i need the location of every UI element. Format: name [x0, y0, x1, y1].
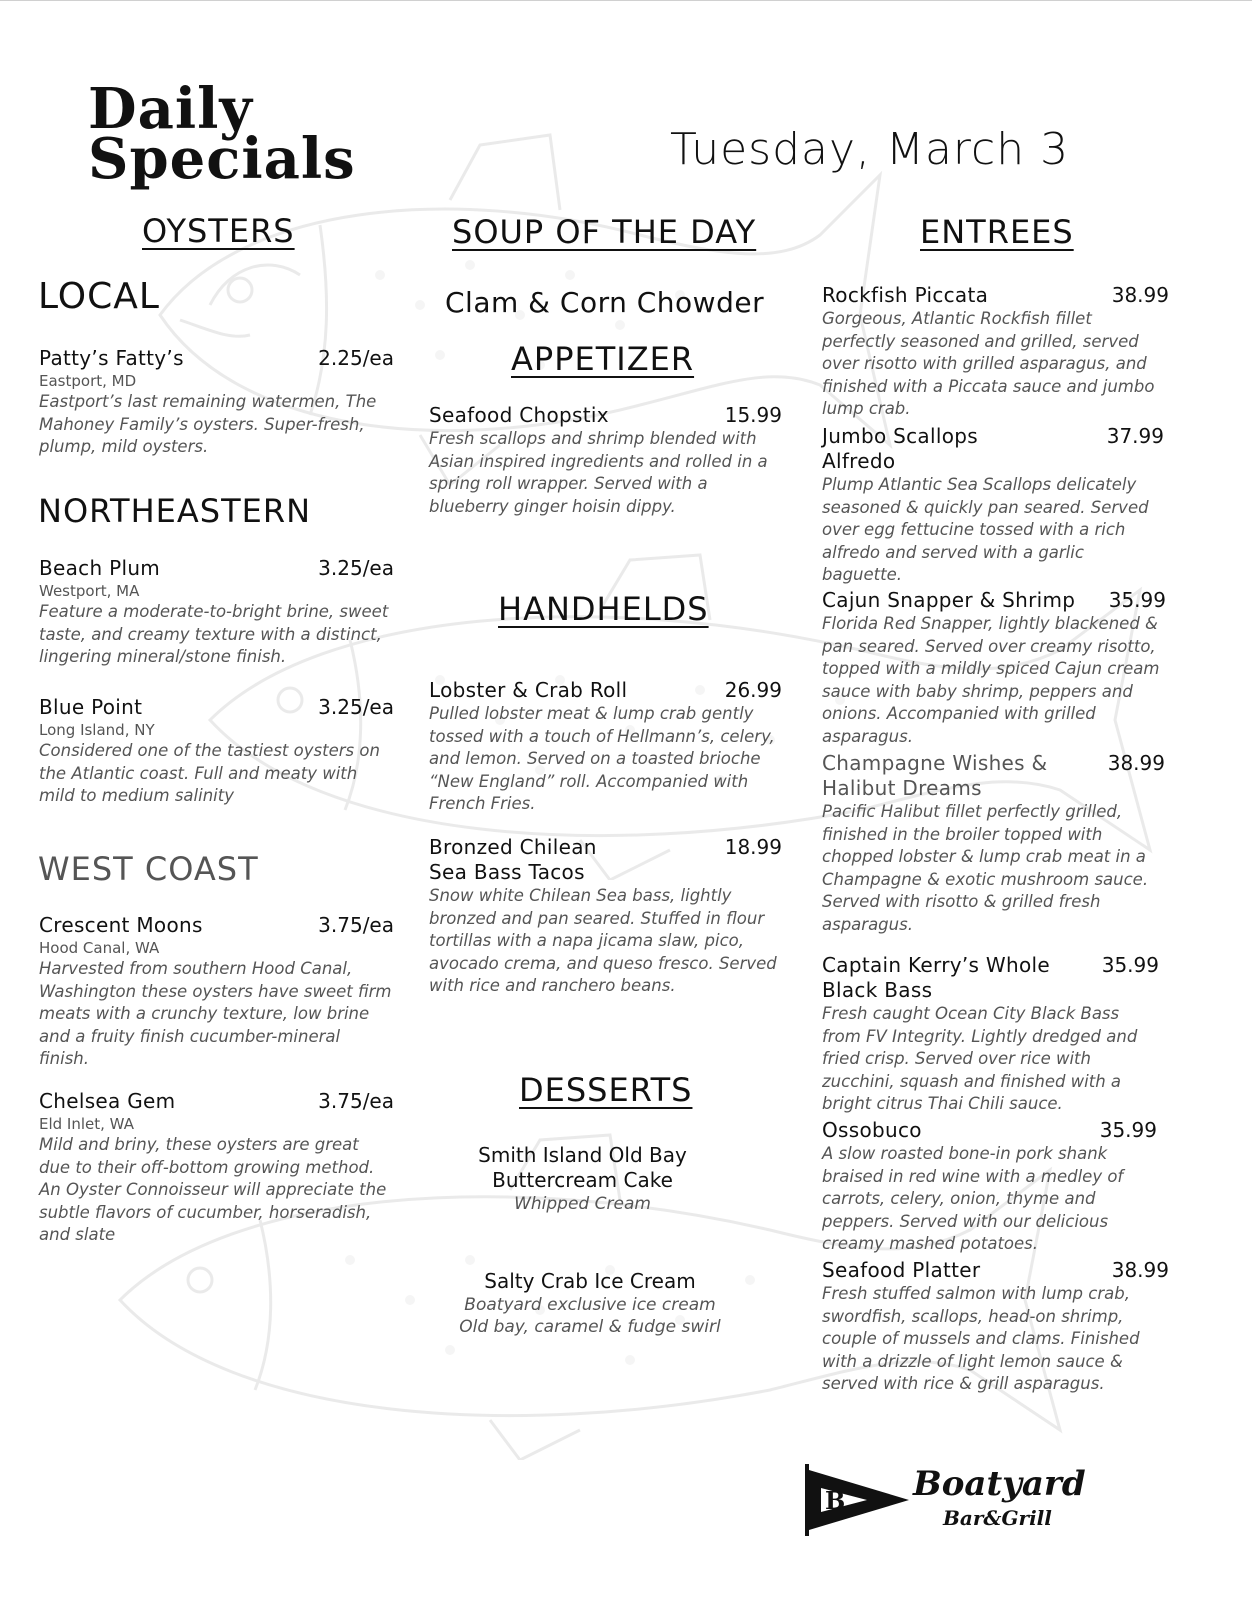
- item-origin: Eastport, MD: [39, 372, 137, 390]
- dessert-item-buttercream-cake: [440, 1143, 725, 1215]
- item-name: Champagne Wishes & Halibut Dreams: [822, 751, 1048, 800]
- item-description: A slow roasted bone-in pork shank braised in red wine with a medley of carrots, celery, onion, thyme and peppers. Served with our delicious creamy mashed potatoes.: [822, 1144, 1124, 1253]
- item-price: 3.25/ea: [318, 695, 394, 719]
- item-name: Captain Kerry’s Whole Black Bass: [822, 953, 1050, 1002]
- menu-item-seafood-platter: [822, 1258, 1169, 1396]
- item-price: 38.99: [1111, 283, 1169, 307]
- item-price: 3.25/ea: [318, 556, 394, 580]
- top-border: [0, 0, 1252, 1]
- item-price: 2.25/ea: [318, 346, 394, 370]
- item-description: Eastport’s last remaining watermen, The Mahoney Family’s oysters. Super-fresh, plump, mild oysters.: [39, 392, 377, 456]
- item-name: Jumbo Scallops Alfredo: [822, 424, 978, 473]
- item-name: Lobster & Crab Roll: [429, 678, 628, 702]
- soup-of-the-day-name: Clam & Corn Chowder: [445, 286, 765, 319]
- entrees-heading: ENTREES: [920, 213, 1074, 251]
- item-origin: Long Island, NY: [39, 721, 155, 739]
- dessert-name: Smith Island Old Bay Buttercream Cake: [478, 1143, 687, 1192]
- item-description: Plump Atlantic Sea Scallops delicately seasoned & quickly pan seared. Served over egg fettucine tossed with a rich alfredo and served with a garlic baguette.: [822, 475, 1149, 584]
- menu-item-jumbo-scallops: [822, 424, 1164, 587]
- menu-item-halibut: [822, 751, 1165, 936]
- menu-item-seafood-chopstix: [429, 403, 782, 518]
- item-description: Considered one of the tastiest oysters on the Atlantic coast. Full and meaty with mild to medium salinity: [39, 741, 380, 805]
- menu-item-rockfish-piccata: [822, 283, 1169, 421]
- item-name: Beach Plum: [39, 556, 161, 580]
- menu-item-cajun-snapper: [822, 588, 1166, 748]
- menu-item-crescent-moons: [39, 913, 394, 1071]
- appetizer-heading: APPETIZER: [511, 340, 695, 378]
- oysters-local-label: LOCAL: [38, 276, 160, 317]
- item-price: 26.99: [724, 678, 782, 702]
- menu-item-pattys-fattys: [39, 346, 394, 459]
- handhelds-heading: HANDHELDS: [498, 590, 709, 628]
- item-description: Pulled lobster meat & lump crab gently tossed with a touch of Hellmann’s, celery, and lemon. Served on a toasted brioche “New England” roll. Accompanied with French Fries.: [429, 704, 775, 813]
- item-price: 35.99: [1108, 588, 1166, 612]
- menu-item-beach-plum: [39, 556, 394, 669]
- logo-subtitle: Bar&Grill: [943, 1506, 1052, 1530]
- item-description: Fresh stuffed salmon with lump crab, swordfish, scallops, head-on shrimp, couple of mussels and clams. Finished with a drizzle of light lemon sauce & served with rice & grill asparagus.: [822, 1284, 1140, 1393]
- item-description: Snow white Chilean Sea bass, lightly bronzed and pan seared. Stuffed in flour tortillas with a napa jicama slaw, pico, avocado crema, and queso fresco. Served with rice and ranchero beans.: [429, 886, 777, 995]
- item-name: Chelsea Gem: [39, 1089, 176, 1113]
- boatyard-logo: [805, 1462, 1125, 1542]
- item-name: Seafood Platter: [822, 1258, 981, 1282]
- item-origin: Hood Canal, WA: [39, 939, 160, 957]
- item-name: Rockfish Piccata: [822, 283, 989, 307]
- item-price: 18.99: [724, 835, 782, 859]
- item-price: 35.99: [1101, 953, 1159, 977]
- soup-heading: SOUP OF THE DAY: [452, 213, 757, 251]
- item-price: 37.99: [1106, 424, 1164, 448]
- item-name: Ossobuco: [822, 1118, 922, 1142]
- item-description: Florida Red Snapper, lightly blackened & pan seared. Served over creamy risotto, topped with a mildly spiced Cajun cream sauce with baby shrimp, peppers and onions. Accompanied with grilled asparagus.: [822, 614, 1160, 746]
- flag-letter: B: [825, 1486, 846, 1515]
- logo-brand-name: Boatyard: [913, 1464, 1086, 1504]
- item-price: 3.75/ea: [318, 1089, 394, 1113]
- item-price: 38.99: [1107, 751, 1165, 775]
- title-line-1: Daily: [88, 76, 253, 142]
- page-title: [88, 76, 356, 192]
- menu-item-ossobuco: [822, 1118, 1157, 1256]
- item-description: Fresh caught Ocean City Black Bass from FV Integrity. Lightly dredged and fried crisp. Served over rice with zucchini, squash and finished with a bright citrus Thai Chili sauce.: [822, 1004, 1138, 1113]
- dessert-description: Whipped Cream: [514, 1194, 651, 1214]
- oysters-heading: OYSTERS: [142, 212, 295, 250]
- menu-item-lobster-crab-roll: [429, 678, 782, 816]
- dessert-description: Boatyard exclusive ice cream Old bay, caramel & fudge swirl: [459, 1295, 721, 1337]
- item-name: Crescent Moons: [39, 913, 203, 937]
- item-description: Harvested from southern Hood Canal, Washington these oysters have sweet firm meats with a crunchy texture, low brine and a fruity finish cucumber-mineral finish.: [39, 959, 392, 1068]
- item-name: Patty’s Fatty’s: [39, 346, 184, 370]
- item-description: Gorgeous, Atlantic Rockfish fillet perfectly seasoned and grilled, served over risotto with grilled asparagus, and finished with a Piccata sauce and jumbo lump crab.: [822, 309, 1155, 418]
- item-description: Feature a moderate-to-bright brine, sweet taste, and creamy texture with a distinct, lingering mineral/stone finish.: [39, 602, 389, 666]
- item-origin: Eld Inlet, WA: [39, 1115, 134, 1133]
- menu-item-sea-bass-tacos: [429, 835, 782, 998]
- menu-item-black-bass: [822, 953, 1159, 1116]
- oysters-northeastern-label: NORTHEASTERN: [38, 492, 311, 530]
- desserts-heading: DESSERTS: [519, 1071, 693, 1109]
- item-name: Bronzed Chilean Sea Bass Tacos: [429, 835, 597, 884]
- dessert-name: Salty Crab Ice Cream: [484, 1269, 696, 1293]
- dessert-item-ice-cream: [440, 1269, 740, 1338]
- menu-item-blue-point: [39, 695, 394, 808]
- item-price: 35.99: [1099, 1118, 1157, 1142]
- title-line-2: Specials: [88, 126, 356, 192]
- item-description: Mild and briny, these oysters are great due to their off-bottom growing method. An Oyster Connoisseur will appreciate the subtle flavors of cucumber, horseradish, and slate: [39, 1135, 387, 1244]
- item-origin: Westport, MA: [39, 582, 140, 600]
- item-description: Fresh scallops and shrimp blended with Asian inspired ingredients and rolled in a spring roll wrapper. Served with a blueberry ginger hoisin dippy.: [429, 429, 768, 516]
- item-description: Pacific Halibut fillet perfectly grilled, finished in the broiler topped with chopped lobster & lump crab meat in a Champagne & exotic mushroom sauce. Served with risotto & grilled fresh asparagus.: [822, 802, 1149, 934]
- item-name: Blue Point: [39, 695, 143, 719]
- pennant-flag-icon: [805, 1464, 915, 1536]
- oysters-west-coast-label: WEST COAST: [38, 850, 259, 888]
- item-name: Cajun Snapper & Shrimp: [822, 588, 1076, 612]
- item-name: Seafood Chopstix: [429, 403, 609, 427]
- item-price: 15.99: [724, 403, 782, 427]
- item-price: 3.75/ea: [318, 913, 394, 937]
- item-price: 38.99: [1111, 1258, 1169, 1282]
- menu-item-chelsea-gem: [39, 1089, 394, 1247]
- menu-date: Tuesday, March 3: [670, 124, 1070, 175]
